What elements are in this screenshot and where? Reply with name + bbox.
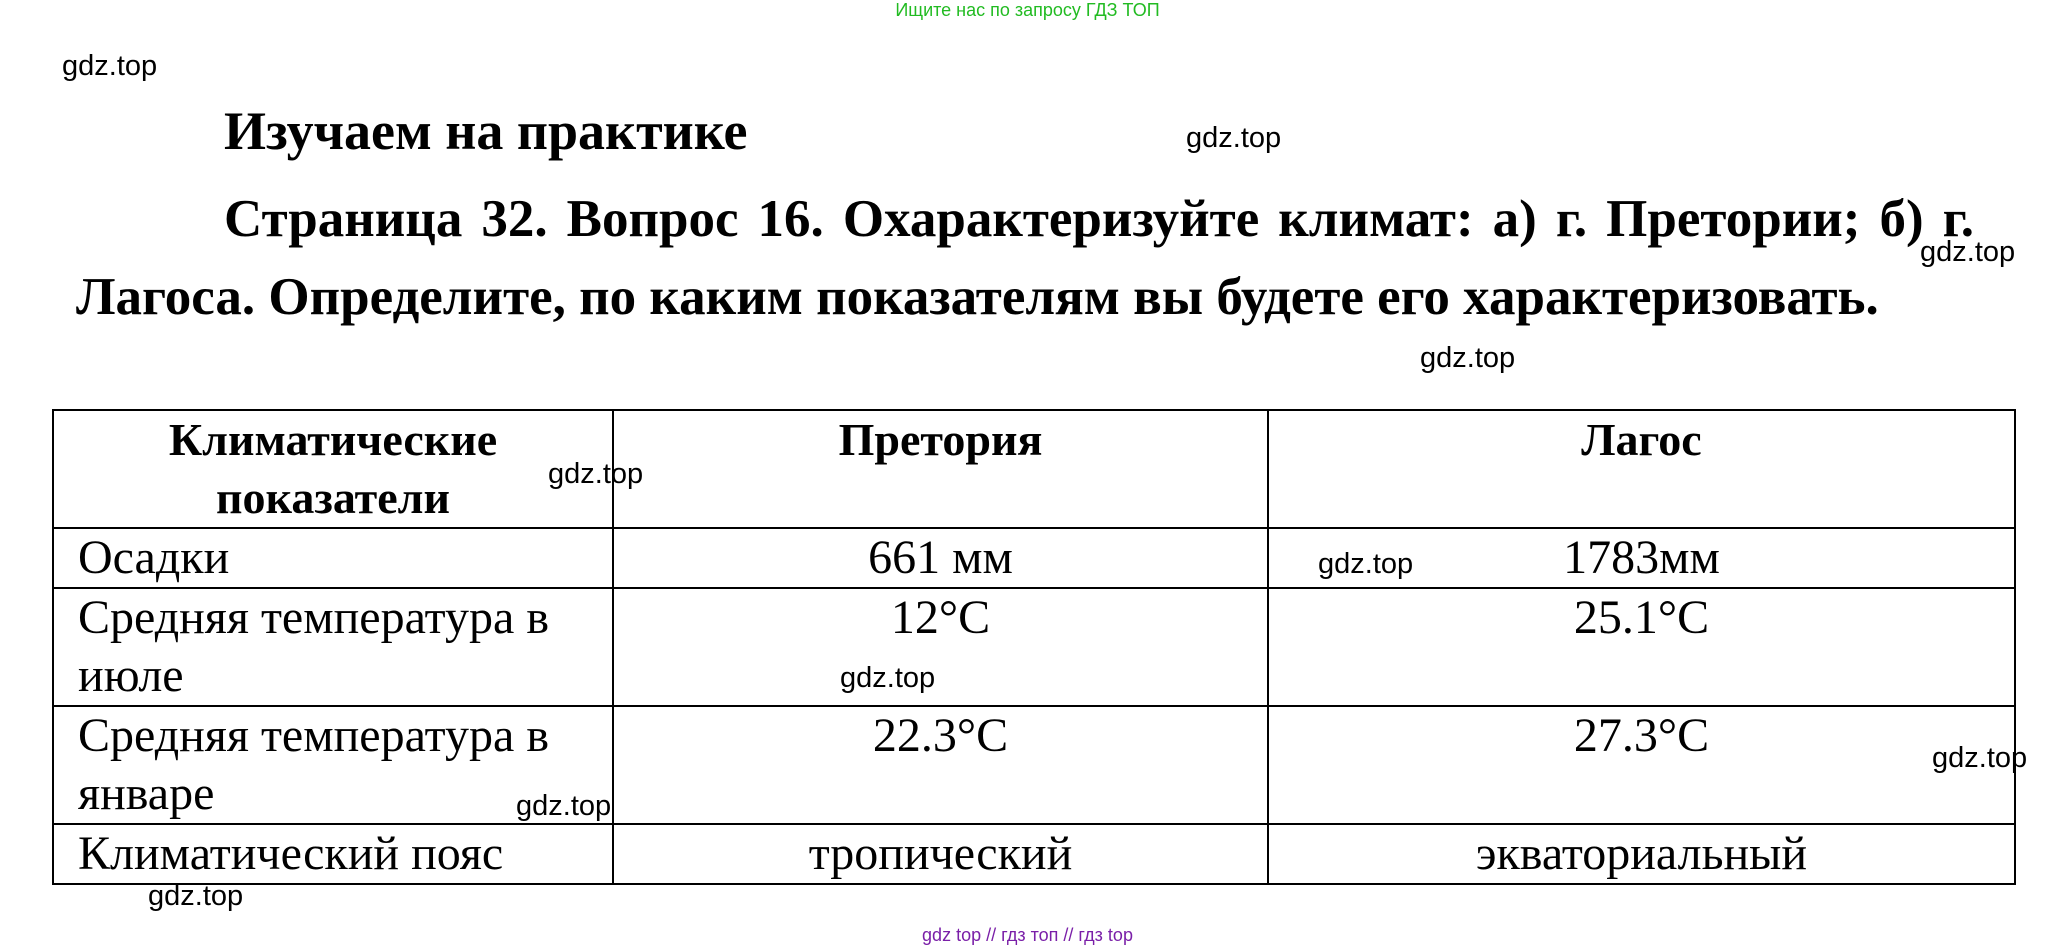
pretoria-value: 661 мм [613,528,1268,588]
header-cell-lagos: Лагос [1268,410,2015,528]
watermark: gdz.top [62,50,158,82]
row-label: Средняя температура в июле [53,588,613,706]
header-cell-indicators: Климатические показатели [53,410,613,528]
top-banner: Ищите нас по запросу ГДЗ ТОП [895,0,1160,20]
bottom-banner: gdz top // гдз топ // гдз top [922,925,1133,945]
climate-table [52,409,2016,885]
watermark: gdz.top [1186,122,1282,154]
pretoria-value: тропический [613,824,1268,884]
watermark: gdz.top [548,458,644,490]
watermark: gdz.top [1932,742,2028,774]
table-row [53,588,2015,706]
page-heading: Изучаем на практике [224,101,748,161]
question-text: Страница 32. Вопрос 16. Охарактеризуйте климат: а) г. Претории; б) г. Лагоса. Определите, по каким показателям вы будете его характеризовать. [76,190,1974,326]
table-row [53,824,2015,884]
row-label: Средняя температура в январе [53,706,613,824]
watermark: gdz.top [840,662,936,694]
watermark: gdz.top [1920,236,2016,268]
lagos-value: экваториальный [1268,824,2015,884]
row-label: Климатический пояс [53,824,613,884]
lagos-value: 1783мм [1268,528,2015,588]
table-row [53,528,2015,588]
pretoria-value: 12°C [613,588,1268,706]
watermark: gdz.top [1318,548,1414,580]
watermark: gdz.top [1420,342,1516,374]
lagos-value: 27.3°C [1268,706,2015,824]
table-header-row [53,410,2015,528]
pretoria-value: 22.3°C [613,706,1268,824]
header-cell-pretoria: Претория [613,410,1268,528]
table-row [53,706,2015,824]
lagos-value: 25.1°C [1268,588,2015,706]
watermark: gdz.top [148,880,244,912]
row-label: Осадки [53,528,613,588]
watermark: gdz.top [516,790,612,822]
